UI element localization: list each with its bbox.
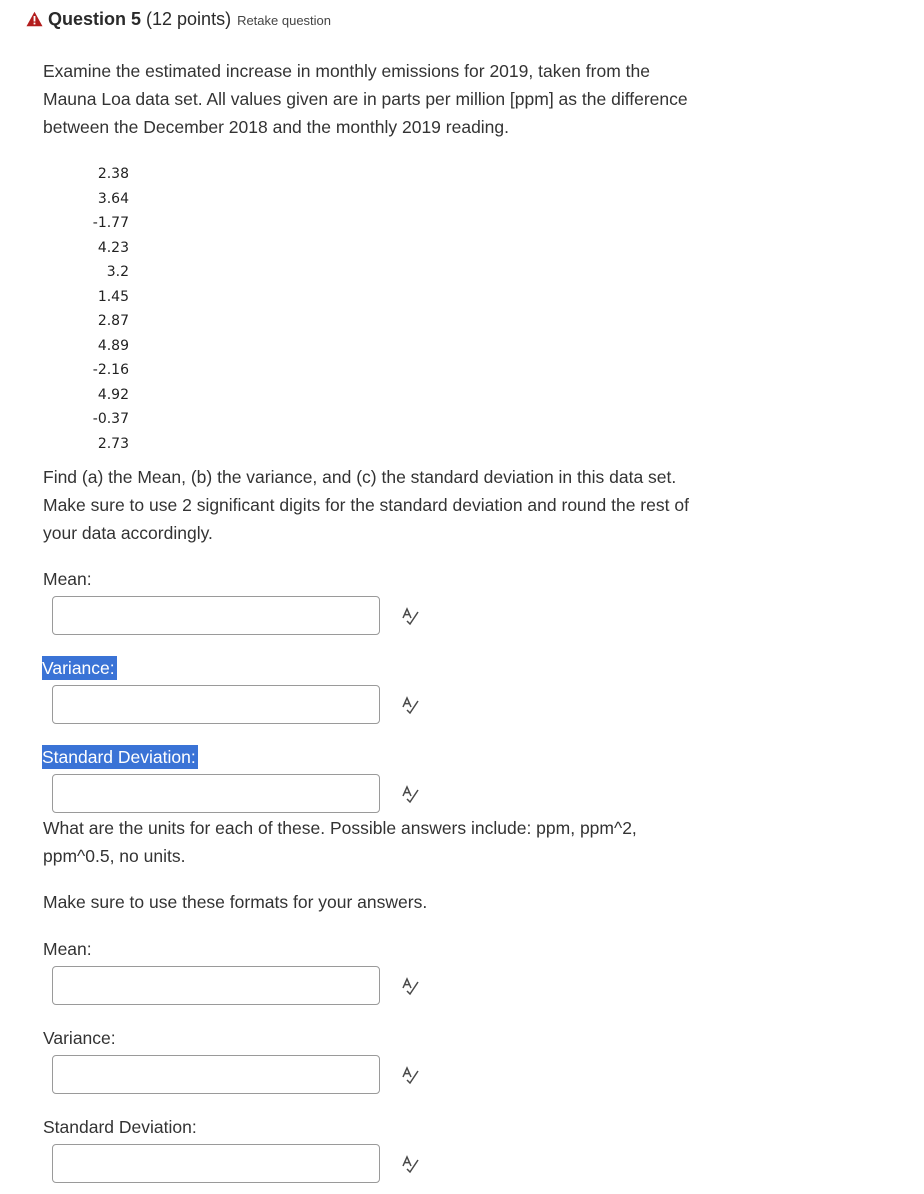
data-value: -1.77 [92, 215, 129, 231]
data-value: 4.92 [97, 386, 129, 403]
format-note: Make sure to use these formats for your answers. [43, 892, 428, 912]
retake-question-link[interactable]: Retake question [237, 12, 332, 28]
units-variance-label: Variance: [43, 1028, 116, 1048]
mean-input[interactable] [52, 596, 380, 635]
intro-line: Examine the estimated increase in monthly emissions for 2019, taken from the [43, 61, 650, 81]
data-value: 3.2 [106, 264, 129, 280]
spell-check-icon[interactable] [400, 784, 420, 804]
spell-check-icon[interactable] [400, 695, 420, 715]
data-value: 1.45 [97, 288, 129, 305]
mean-label: Mean: [43, 569, 92, 589]
warning-triangle-icon [26, 11, 43, 27]
data-value: 2.73 [97, 435, 129, 452]
question-title: Question 5 [48, 8, 142, 29]
instructions-line: Find (a) the Mean, (b) the variance, and (c) the standard deviation in this data set. [43, 467, 677, 487]
instructions-line: Make sure to use 2 significant digits for the standard deviation and round the rest of [43, 495, 689, 515]
units-question-paragraph [43, 814, 783, 870]
data-value: 2.87 [97, 313, 129, 329]
units-question-line: What are the units for each of these. Possible answers include: ppm, ppm^2, [43, 818, 637, 838]
units-mean-label: Mean: [43, 939, 92, 959]
question-header [26, 6, 331, 32]
units-question-line: ppm^0.5, no units. [43, 846, 186, 866]
data-value: -2.16 [92, 362, 129, 378]
units-standard-deviation-input[interactable] [52, 1144, 380, 1183]
intro-paragraph [43, 57, 783, 141]
units-mean-input[interactable] [52, 966, 380, 1005]
variance-label: Variance: [42, 658, 115, 678]
data-value: 3.64 [97, 190, 129, 207]
instructions-line: your data accordingly. [43, 523, 213, 543]
data-value: -0.37 [92, 411, 129, 427]
units-variance-input[interactable] [52, 1055, 380, 1094]
instructions-paragraph [43, 463, 783, 547]
spell-check-icon[interactable] [400, 606, 420, 626]
variance-input[interactable] [52, 685, 380, 724]
spell-check-icon[interactable] [400, 976, 420, 996]
standard-deviation-input[interactable] [52, 774, 380, 813]
spell-check-icon[interactable] [400, 1065, 420, 1085]
data-value: 4.23 [97, 239, 129, 256]
data-value: 2.38 [97, 166, 129, 182]
spell-check-icon[interactable] [400, 1154, 420, 1174]
intro-line: between the December 2018 and the monthly 2019 reading. [43, 117, 510, 137]
data-value: 4.89 [97, 337, 129, 354]
data-values-list [80, 162, 129, 456]
units-standard-deviation-label: Standard Deviation: [43, 1117, 197, 1137]
standard-deviation-label: Standard Deviation: [42, 747, 196, 767]
question-points: (12 points) [146, 8, 232, 29]
intro-line: Mauna Loa data set. All values given are in parts per million [ppm] as the difference [43, 89, 688, 109]
